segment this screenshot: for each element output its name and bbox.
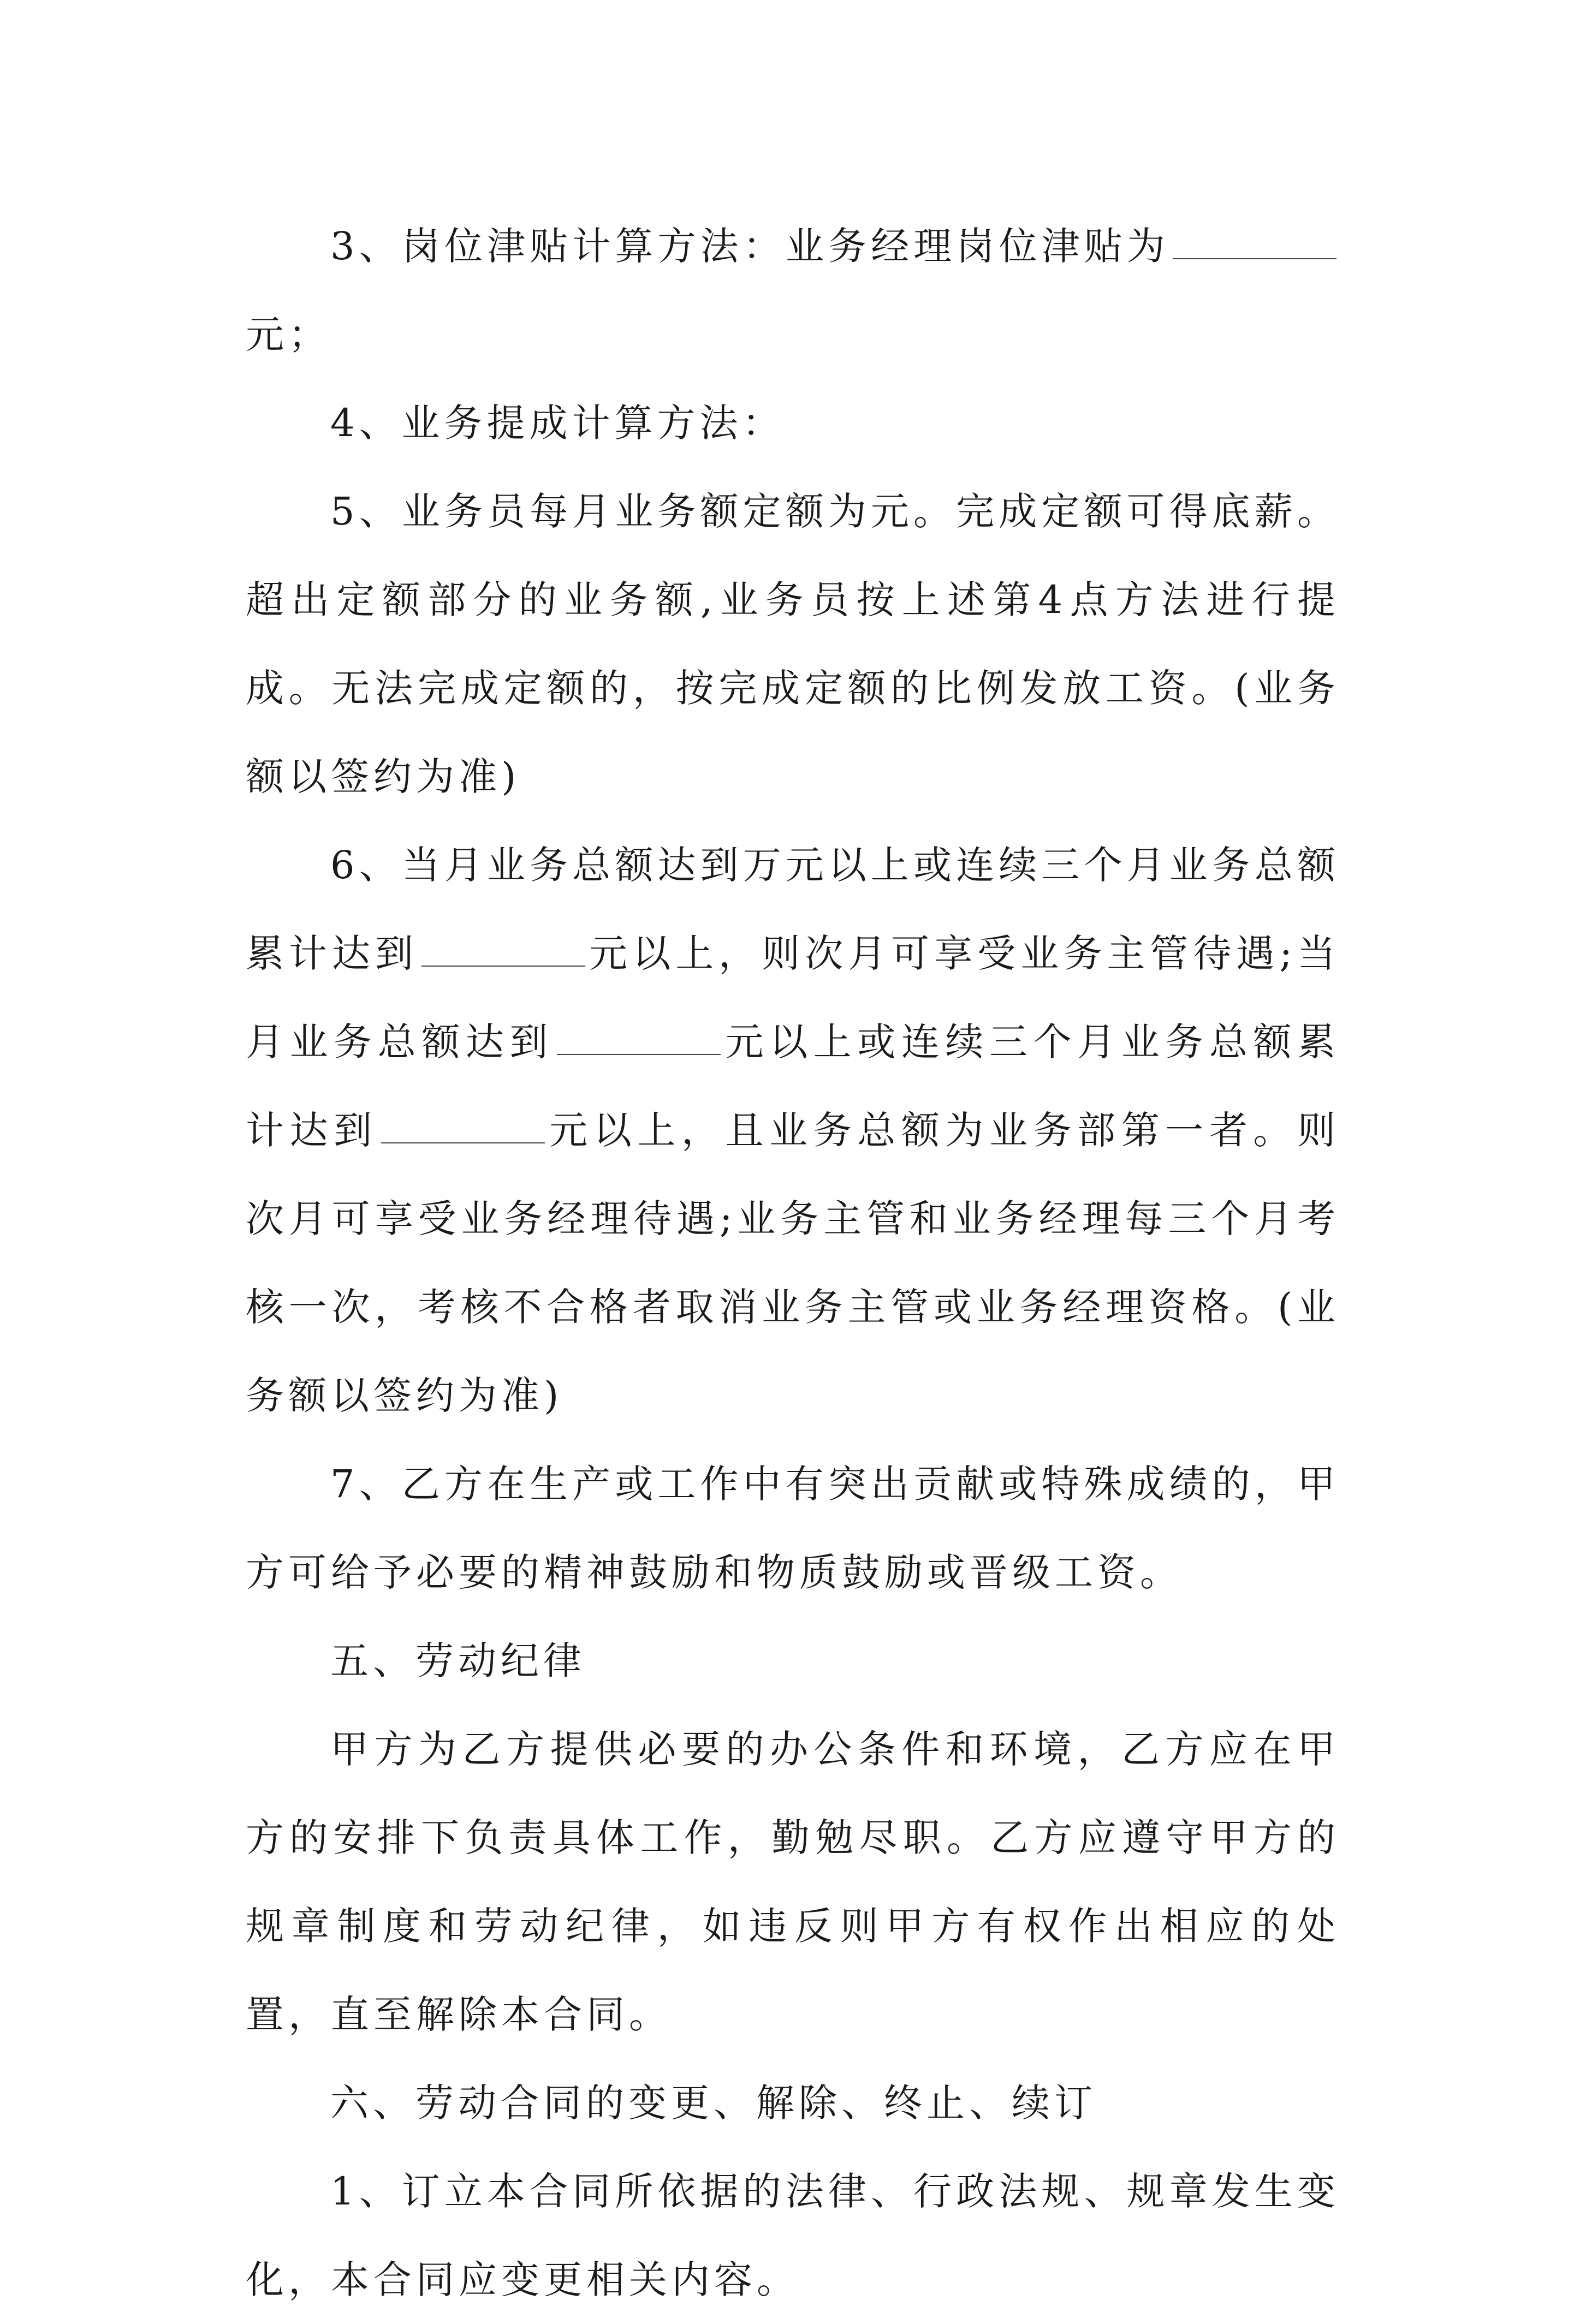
- section-heading-contract-changes: 六、劳动合同的变更、解除、终止、续订: [330, 2081, 1097, 2125]
- blank-line: [421, 936, 585, 967]
- section-heading-labor-discipline: 五、劳动纪律: [330, 1638, 586, 1683]
- paragraph-text: 元以上，且业务总额为业务部第一者。则次月可享受业务经理待遇;业务主管和业务经理每三个月考核一次，考核不合格者取消业务主管或业务经理资格。(业务额以签约为准): [246, 1108, 1340, 1418]
- paragraph-quota: 5、业务员每月业务额定额为元。完成定额可得底薪。超出定额部分的业务额,业务员按上述第4点方法进行提成。无法完成定额的，按完成定额的比例发放工资。(业务额以签约为准): [246, 489, 1340, 799]
- paragraph-text: 元以上或连续三个月业务总额累计达到: [246, 1020, 1340, 1153]
- paragraph-text: 元以上，则次月可享受业务主管待遇;当月业务总额达到: [246, 931, 1340, 1064]
- document-body: [246, 202, 1340, 2324]
- paragraph-text: 3、岗位津贴计算方法：业务经理岗位津贴为: [330, 224, 1169, 269]
- paragraph-text: 6、当月业务总额达到万元以上或连续三个月业务总额累计达到: [246, 843, 1340, 976]
- paragraph-allowance: [246, 202, 1340, 379]
- paragraph-text: 元；: [246, 312, 331, 357]
- blank-line: [1173, 229, 1337, 259]
- paragraph-rewards: 7、乙方在生产或工作中有突出贡献或特殊成绩的，甲方可给予必要的精神鼓励和物质鼓励或晋级工资。: [246, 1462, 1340, 1595]
- paragraph-contract-change: 1、订立本合同所依据的法律、行政法规、规章发生变化，本合同应变更相关内容。: [246, 2169, 1340, 2302]
- paragraph-promotion: [246, 821, 1340, 1440]
- paragraph-commission-method: 4、业务提成计算方法：: [330, 401, 785, 445]
- blank-line: [381, 1113, 545, 1143]
- paragraph-discipline: 甲方为乙方提供必要的办公条件和环境，乙方应在甲方的安排下负责具体工作，勤勉尽职。乙方应遵守甲方的规章制度和劳动纪律，如违反则甲方有权作出相应的处置，直至解除本合同。: [246, 1727, 1340, 2037]
- blank-line: [557, 1024, 721, 1055]
